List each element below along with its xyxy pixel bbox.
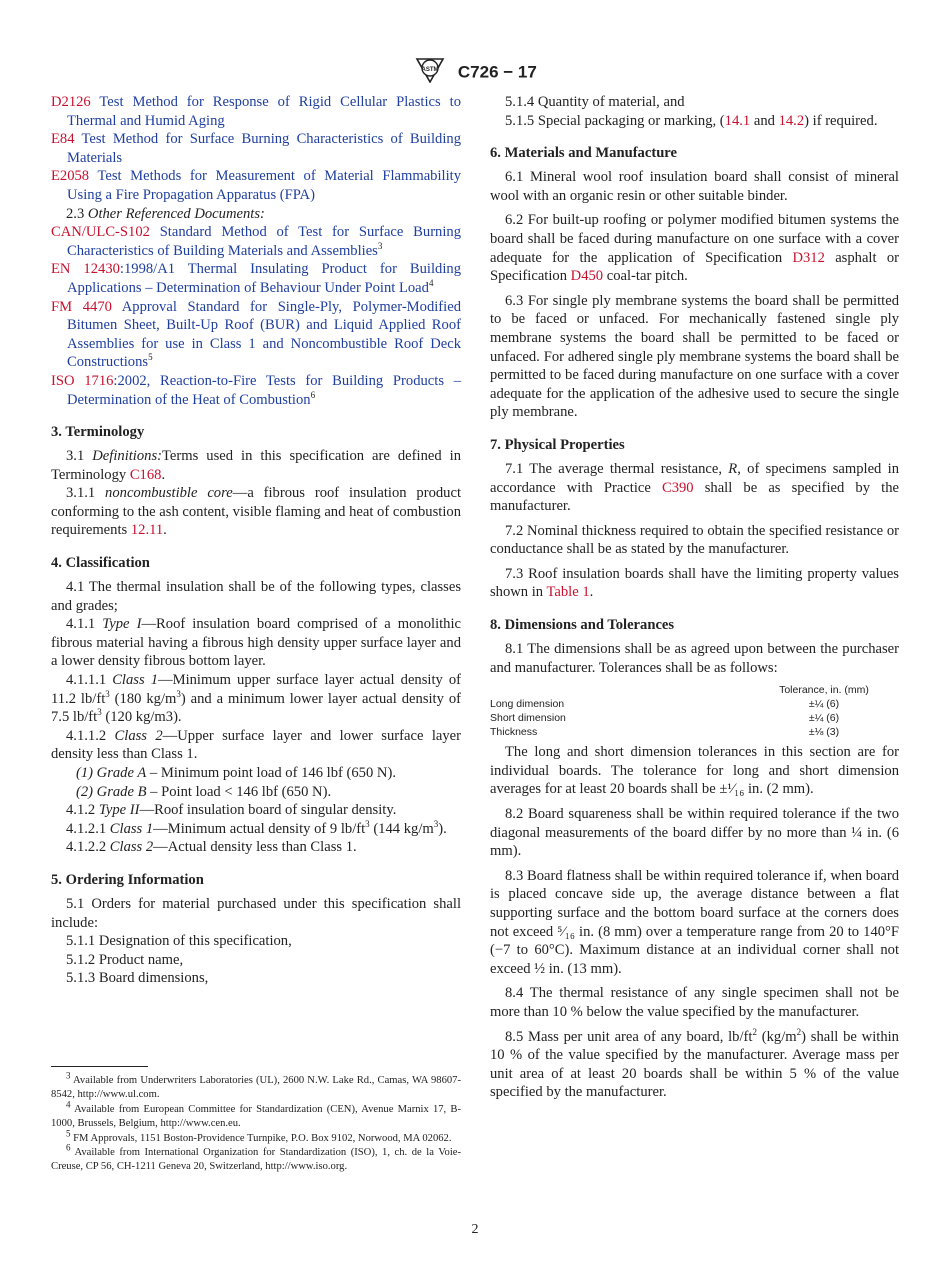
section-title-physical: 7. Physical Properties [490,436,625,453]
para-7-2: 7.2 Nominal thickness required to obtain the specified resistance or conductance shall be as stated by the manufacturer. [490,522,899,558]
para-8-5: 8.5 Mass per unit area of any board, $lb/ft^2$ $(kg/m^2)$ shall be within 10 % of the value specified by the manufacturer. Average mass per unit area of at least 20 boards shall be within 5 % of the value specified by the manufacturer. [490,1026,899,1101]
section-title-ordering: 5. Ordering Information [51,871,204,888]
ref-item: E84 Test Method for Surface Burning Characteristics of Building Materials [51,131,461,166]
footnote-rule [51,1066,148,1067]
para-5-1-1: 5.1.1 Designation of this specification, [66,933,292,950]
para-5-1-3: 5.1.3 Board dimensions, [66,970,209,987]
para-6-2: 6.2 For built-up roofing or polymer modified bitumen systems the board shall be faced during manufacture on one surface with a cover adequate for the application of Specification D312 asphalt or Specification D450 coal-tar pitch. [490,212,899,285]
designation: C726 − 17 [457,62,537,82]
section-title-terminology: 3. Terminology [51,424,145,441]
ref-item: CAN/ULC-S102 Standard Method of Test for Surface Burning Characteristics of Building Materials and Assemblies$^3$ [51,224,461,259]
para-5-1-2: 5.1.2 Product name, [66,951,184,968]
ref-code-link[interactable]: EN 12430 [51,261,120,278]
para-4-1-1: 4.1.1 Type I—Roof insulation board comprised of a monolithic fibrous material having a fibrous high density upper surface layer and a lower density fibrous bottom layer. [51,616,462,670]
table-row: Short dimension ±¼ (6) [490,712,840,725]
ref-item: D2126 Test Method for Response of Rigid Cellular Plastics to Thermal and Humid Aging [51,94,461,129]
ref-code-link[interactable]: D2126 [51,94,91,110]
para-5-1-5: 5.1.5 Special packaging or marking, (14.1 and 14.2) if required. [505,112,878,129]
tolerance-table [490,683,899,739]
para-5-1: 5.1 Orders for material purchased under this specification shall include: [51,895,461,931]
ref-item: EN 12430:1998/A1 Thermal Insulating Product for Building Applications – Determination of Behaviour Under Point Load$^4$ [51,261,461,296]
link-d450[interactable]: D450 [570,268,604,285]
footnote: $^5$ FM Approvals, 1151 Boston-Providence Turnpike, P.O. Box 9102, Norwood, MA 02062. [66,1128,452,1144]
link-14-2[interactable]: 14.2 [778,112,805,129]
para-4-1-2: 4.1.2 Type II—Roof insulation board of singular density. [66,802,397,819]
table-row: Thickness ±⅛ (3) [490,726,840,739]
ref-item: FM 4470 Approval Standard for Single-Ply, Polymer-Modified Bitumen Sheet, Built-Up Roof (BUR) and Liquid Applied Roof Assemblies for use in Class 1 and Noncombustible Roof Deck Constructions$^5$ [51,298,461,371]
footnote: $^4$ Available from European Committee for Standardization (CEN), Avenue Marnix 17, B-1000, Brussels, Belgium, http://www.cen.eu. [51,1099,461,1130]
section-title-classification: 4. Classification [51,555,150,572]
grade-a: (1) Grade A – Minimum point load of 146 lbf (650 N). [76,765,396,781]
other-docs-heading: 2.3 Other Referenced Documents: [66,205,265,222]
para-8-4: 8.4 The thermal resistance of any single specimen shall not be more than 10 % below the value specified by the manufacturer. [490,985,899,1020]
section-title-dimensions: 8. Dimensions and Tolerances [490,617,675,634]
table-row: Long dimension ±¼ (6) [490,698,840,711]
footnote: $^3$ Available from Underwriters Laboratories (UL), 2600 N.W. Lake Rd., Camas, WA 98607-8542, http://www.ul.com. [51,1070,461,1101]
link-12-11[interactable]: 12.11 [130,522,164,539]
link-14-1[interactable]: 14.1 [724,112,751,129]
link-d312[interactable]: D312 [792,249,825,266]
para-3-1-1: 3.1.1 noncombustible core—a fibrous roof insulation product conforming to the ash content, visible flaming and heat of combustion requirements 12.11. [51,485,462,539]
page-number: 2 [471,1222,479,1237]
ref-item: ISO 1716:2002, Reaction-to-Fire Tests for Building Products – Determination of the Heat of Combustion$^6$ [51,372,461,408]
left-column [51,93,461,988]
para-8-2: 8.2 Board squareness shall be within required tolerance if the two diagonal measurements of the board differ by no more than ¼ in. (6 mm). [490,806,899,860]
ref-code-link[interactable]: E2058 [51,168,90,185]
para-6-3: 6.3 For single ply membrane systems the board shall be permitted to be faced or unfaced. For mechanically fastened single ply membrane systems the board shall be permitted to be faced or unfaced. For adhered single ply membrane systems the board shall be permitted to be faced during manufacture on one surface with a cover adequate for the application of the adhesive used to secure the single ply membrane. [490,292,899,421]
referenced-documents [51,93,461,409]
grade-b: (2) Grade B – Point load < 146 lbf (650 N). [76,783,332,800]
astm-logo-icon [413,57,447,88]
para-4-1-1-1: 4.1.1.1 Class 1—Minimum upper surface layer actual density of 11.2 $lb/ft^3$ (180 $kg/m^3$) and a minimum lower layer actual density of 7.5 $lb/ft^3$ (120 kg/m3). [51,672,462,726]
para-4-1-1-2: 4.1.1.2 Class 2—Upper surface layer and lower surface layer density less than Class 1. [51,727,462,763]
link-c390[interactable]: C390 [661,479,694,496]
page-header [0,57,950,88]
section-title-materials: 6. Materials and Manufacture [490,145,677,162]
right-column [490,93,899,1102]
para-8-3: 8.3 Board flatness shall be within required tolerance if, when board is placed concave side up, the average distance between a flat supporting surface and the bottom board surface at the corners does not exceed ⁵⁄₁₆ in. (8 mm) over a temperature range from 20 to 140°F (−7 to 60°C). Maximum distance at an individual corner shall not exceed ½ in. (13 mm). [490,867,899,977]
para-4-1-2-2: 4.1.2.2 Class 2—Actual density less than Class 1. [66,839,357,856]
link-c168[interactable]: C168 [129,466,162,483]
para-8-1: 8.1 The dimensions shall be as agreed upon between the purchaser and manufacturer. Tolerances shall be as follows: [490,641,899,676]
para-6-1: 6.1 Mineral wool roof insulation board shall consist of mineral wool with an organic resin or other suitable binder. [490,169,899,204]
logo-text: ASTM [421,67,439,73]
ref-code-link[interactable]: ISO 1716 [51,372,114,389]
footnotes [51,1070,461,1175]
para-4-1: 4.1 The thermal insulation shall be of the following types, classes and grades; [51,579,461,614]
ref-code-link[interactable]: E84 [51,131,75,148]
para-3-1: 3.1 Definitions:Terms used in this specification are defined in Terminology C168. [51,448,462,483]
para-7-1: 7.1 The average thermal resistance, R, of specimens sampled in accordance with Practice C390 shall be as specified by the manufacturer. [490,460,899,515]
tolerance-header: Tolerance, in. (mm) [779,684,869,697]
para-4-1-2-1: 4.1.2.1 Class 1—Minimum actual density of 9 $lb/ft^3$ (144 $kg/m^3$). [66,818,447,837]
link-table-1[interactable]: Table 1 [546,584,590,601]
ref-code-link[interactable]: CAN/ULC-S102 [51,224,150,241]
footnote: $^6$ Available from International Organization for Standardization (ISO), 1, ch. de la Voie-Creuse, CP 56, CH-1211 Geneva 20, Switzerland, http://www.iso.org. [51,1142,461,1173]
ref-item: E2058 Test Methods for Measurement of Material Flammability Using a Fire Propagation Apparatus (FPA) [51,168,461,203]
para-8-1-b: The long and short dimension tolerances in this section are for individual boards. The tolerance for long and short dimension averages for at least 20 boards shall be ±¹⁄₁₆ in. (2 mm). [490,744,899,798]
para-5-1-4: 5.1.4 Quantity of material, and [505,94,685,110]
ref-code-link[interactable]: FM 4470 [51,298,112,315]
para-7-3: 7.3 Roof insulation boards shall have the limiting property values shown in Table 1. [490,565,899,601]
